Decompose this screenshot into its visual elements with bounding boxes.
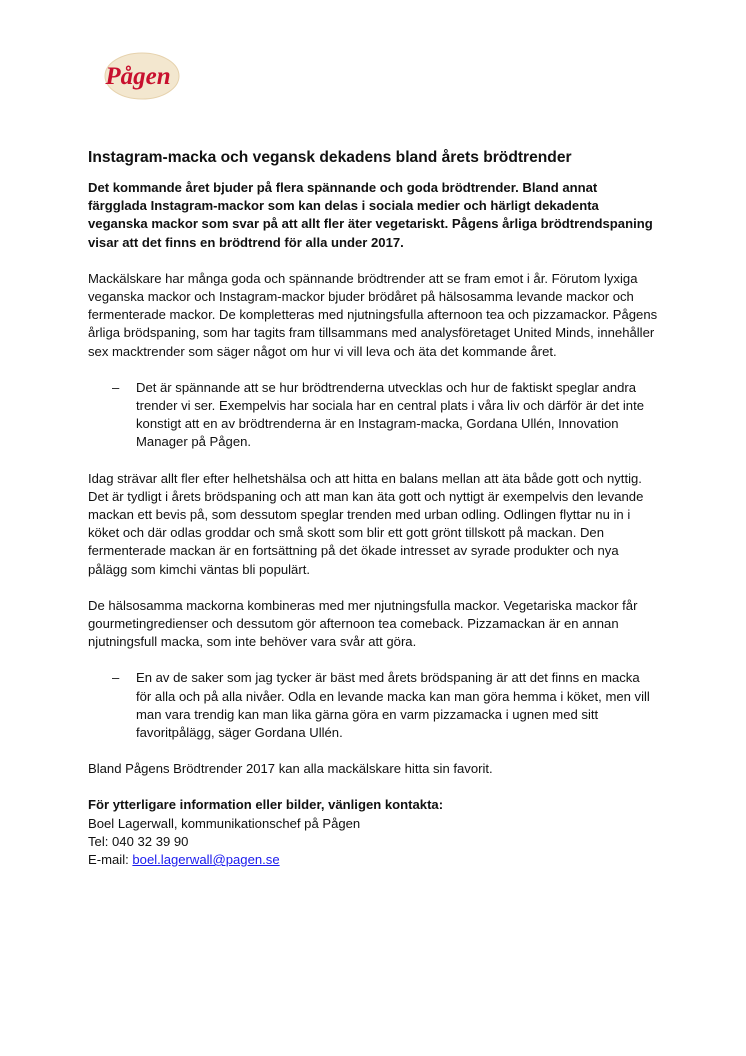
pagen-logo (96, 50, 180, 102)
paragraph-4: Bland Pågens Brödtrender 2017 kan alla mackälskare hitta sin favorit. (88, 761, 493, 777)
paragraph-2: Idag strävar allt fler efter helhetshälsa och att hitta en balans mellan att äta både gott och nyttig. Det är tydligt i årets brödspaning och att man kan äta gott och nyttigt är exempelvis den levande mackan ett bevis på, som dessutom speglar trenden med urban odling. Odlingen flyttar nu in i köket och där odlas groddar och små skott som blir ett gott grönt tillskott på mackan. Den fermenterade mackan är en fortsättning på det ökade intresset av syrade produkter och nya pålägg som kimchi väntas bli populärt. (88, 470, 644, 577)
contact-block (88, 796, 658, 869)
paragraph-1: Mackälskare har många goda och spännande brödtrender att se fram emot i år. Förutom lyxiga veganska mackor och Instagram-mackor bjuder brödåret på hälsosamma levande mackor och fermenterade mackor. De kompletteras med njutningsfulla afternoon tea och pizzamackor. Pågens årliga brödspaning, som har tagits fram tillsammans med analysföretaget United Minds, innehåller sex macktrender som säger något om hur vi vill leva och äta det kommande året. (88, 270, 658, 359)
svg-text:Pågen: Pågen (105, 63, 171, 90)
quote-2 (88, 669, 658, 742)
contact-name: Boel Lagerwall, kommunikationschef på Pågen (88, 815, 361, 831)
quote-1 (88, 379, 658, 452)
press-release (88, 148, 658, 869)
contact-email-line (88, 851, 658, 869)
quote-2-text: En av de saker som jag tycker är bäst med årets brödspaning är att det finns en macka för alla och på alla nivåer. Odla en levande macka kan man göra hemma i köket, men vill man vara trendig kan man lika gärna göra en varm pizzamacka i ugnen med sitt favoritpålägg, säger Gordana Ullén. (136, 670, 650, 741)
contact-heading: För ytterligare information eller bilder, vänligen kontakta: (88, 797, 444, 813)
email-link[interactable]: boel.lagerwall@pagen.se (132, 852, 280, 868)
email-label: E-mail: (88, 852, 133, 868)
contact-phone: Tel: 040 32 39 90 (88, 833, 189, 849)
article-title: Instagram-macka och vegansk dekadens bland årets brödtrender (88, 149, 572, 166)
dash-bullet: – (112, 670, 120, 686)
pagen-logo-graphic (96, 50, 180, 102)
quote-1-text: Det är spännande att se hur brödtrenderna utvecklas och hur de faktiskt speglar andra trender vi ser. Exempelvis har sociala har en central plats i våra liv och därför är det inte konstigt att en av brödtrenderna är en Instagram-macka, Gordana Ullén, Innovation Manager på Pågen. (136, 379, 644, 450)
article-ingress: Det kommande året bjuder på flera spännande och goda brödtrender. Bland annat färgglada Instagram-mackor som kan delas i sociala medier och härligt dekadenta veganska mackor som svar på att allt fler äter vegetariskt. Pågens årliga brödtrendspaning visar att det finns en brödtrend för alla under 2017. (88, 180, 653, 250)
paragraph-3: De hälsosamma mackorna kombineras med mer njutningsfulla mackor. Vegetariska mackor får gourmetingredienser och dessutom gör afternoon tea comeback. Pizzamackan är en annan njutningsfull macka, som inte behöver vara svår att göra. (88, 597, 638, 650)
dash-bullet: – (112, 379, 120, 395)
